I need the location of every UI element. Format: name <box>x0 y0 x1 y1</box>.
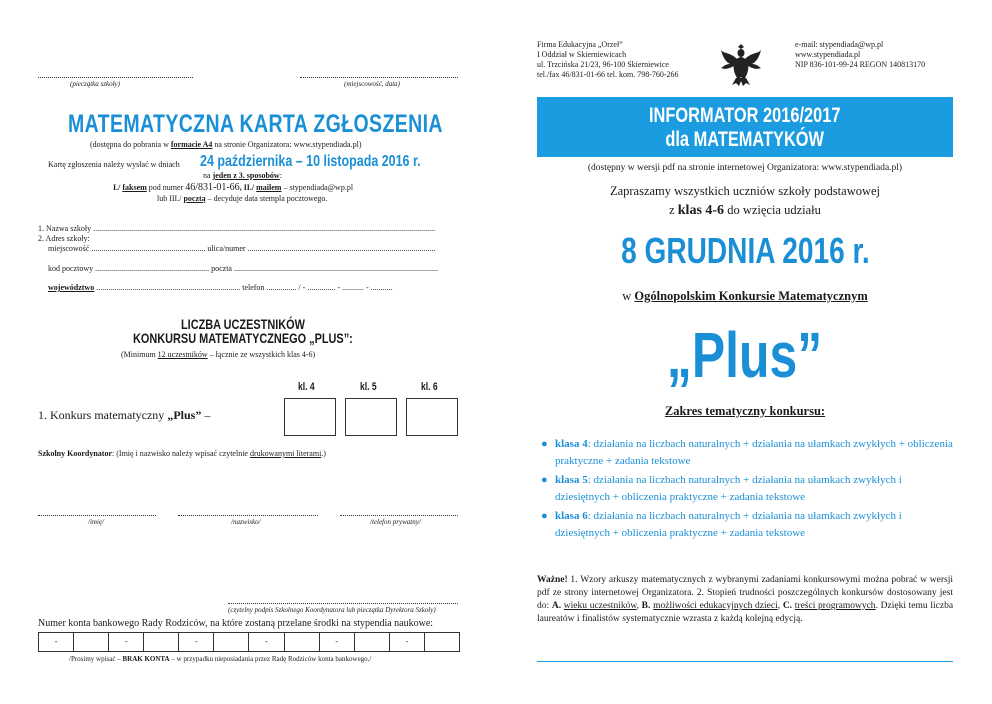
download-suffix: na stronie Organizatora: www.stypendiada.pl) <box>212 140 362 149</box>
post-text: – decyduje data stempla pocztowego. <box>205 194 328 203</box>
place-date-line <box>300 77 458 78</box>
grade-5-header: kl. 5 <box>360 381 377 393</box>
director-sig-label: (czytelny podpis Szkolnego Koordynatora lub pieczątka Dyrektora Szkoły) <box>228 606 436 614</box>
fax-mail-line <box>113 182 353 193</box>
participants-title-2: KONKURSU MATEMATYCZNEGO „PLUS”: <box>133 330 353 346</box>
contact-email[interactable]: e-mail: stypendiada@wp.pl <box>795 40 884 49</box>
contact-website[interactable]: www.stypendiada.pl <box>795 50 861 59</box>
download-prefix: (dostępna do pobrania w <box>90 140 171 149</box>
banner-line-1: INFORMATOR 2016/2017 <box>649 104 841 127</box>
account-cell[interactable] <box>144 633 179 651</box>
grade-6-count-box[interactable] <box>406 398 458 436</box>
informator-banner <box>537 97 953 157</box>
director-sig-line[interactable] <box>228 603 458 604</box>
account-cell[interactable]: - <box>109 633 144 651</box>
account-cell[interactable] <box>355 633 390 651</box>
note-a: A. <box>551 601 562 611</box>
fax-text: pod numer <box>146 183 186 192</box>
account-number-field[interactable] <box>38 632 460 652</box>
scope-text: : działania na liczbach naturalnych + działania na ułamkach zwykłych i dziesiętnych + obliczenia praktyczne + zadania tekstowe <box>555 474 902 503</box>
invite-2-prefix: z <box>669 203 678 217</box>
contest-line-prefix: 1. Konkurs matematyczny <box>38 408 168 422</box>
company-branch: I Oddział w Skierniewicach <box>537 50 627 59</box>
account-note-suffix: – w przypadku nieposiadania przez Radę Rodziców konta bankowego./ <box>169 655 372 663</box>
pdf-note: (dostępny w wersji pdf na stronie internetowej Organizatora: www.stypendiada.pl) <box>587 163 903 173</box>
coordinator-label: Szkolny Koordynator <box>38 449 113 458</box>
city-street-field[interactable]: miejscowość ......................................................... ulica/numer .............................................................................................. <box>48 244 436 253</box>
company-phone: tel./fax 46/831-01-66 tel. kom. 798-760-266 <box>537 70 679 79</box>
scope-title-wrap <box>537 404 953 419</box>
scope-grade: klasa 5 <box>555 474 588 486</box>
minimum-count: 12 uczestników <box>157 350 208 359</box>
contest-line-dash: – <box>201 408 211 422</box>
coordinator-link: drukowanymi literami <box>249 449 322 458</box>
note-c-text: treści programowych <box>794 601 876 611</box>
post-prefix: lub III./ <box>157 194 184 203</box>
account-note-prefix: /Prosimy wpisać – <box>69 655 123 663</box>
contact-tax-ids: NIP 836-101-99-24 REGON 140813170 <box>795 60 926 69</box>
eagle-icon <box>718 40 764 88</box>
account-cell[interactable]: - <box>390 633 425 651</box>
sig-surname-line[interactable] <box>178 515 318 516</box>
account-cell[interactable] <box>285 633 320 651</box>
account-label: Numer konta bankowego Rady Rodziców, na które zostaną przelane środki na stypendia naukowe: <box>38 618 434 629</box>
post-label: pocztą <box>183 194 206 203</box>
note-label: Ważne! <box>537 575 568 585</box>
one-of-three-prefix: na <box>203 171 213 180</box>
account-note-flag: BRAK KONTA <box>122 655 170 663</box>
mail-prefix: , II./ <box>239 183 257 192</box>
voivodeship-rest: ........................................................................ telefon ............... / - .............. - ........... - ........... <box>94 283 393 292</box>
account-cell[interactable] <box>214 633 249 651</box>
school-stamp-line <box>38 77 193 78</box>
contest-line <box>38 408 210 423</box>
grade-6-header: kl. 6 <box>421 381 438 393</box>
scope-grade: klasa 4 <box>555 438 588 450</box>
minimum-prefix: (Minimum <box>121 350 158 359</box>
download-note <box>90 140 362 149</box>
one-of-three-suffix: : <box>279 171 282 180</box>
note-a-text: wieku uczestników <box>563 601 637 611</box>
voivodeship-phone-field[interactable] <box>48 283 393 292</box>
coordinator-line <box>38 449 326 458</box>
bottom-rule <box>537 661 953 662</box>
account-cell[interactable] <box>425 633 459 651</box>
company-street: ul. Trzcińska 21/23, 96-100 Skierniewice <box>537 60 669 69</box>
fax-prefix: I./ <box>113 183 123 192</box>
invite-2-suffix: do wzięcia udziału <box>724 203 821 217</box>
download-link[interactable]: formacie A4 <box>170 140 213 149</box>
account-cell[interactable]: - <box>320 633 355 651</box>
form-title: MATEMATYCZNA KARTA ZGŁOSZENIA <box>68 110 443 138</box>
account-cell[interactable]: - <box>39 633 74 651</box>
mail-label: mailem <box>256 183 282 192</box>
scope-title: Zakres tematyczny konkursu: <box>664 404 826 418</box>
account-cell[interactable]: - <box>179 633 214 651</box>
note-text: 1. Wzory arkuszy matematycznych z wybranymi zadaniami konkursowymi można pobrać w wersji pdf ze strony internetowej Organizatora. 2. Stopień trudności poszczególnych konkursów dostosowany jest do: <box>537 575 953 611</box>
participants-title-1: LICZBA UCZESTNIKÓW <box>181 316 305 332</box>
send-dates: 24 października – 10 listopada 2016 r. <box>200 153 421 170</box>
one-of-three-note <box>203 171 282 180</box>
invite-line-1: Zapraszamy wszystkich uczniów szkoły podstawowej <box>609 184 881 198</box>
send-prefix: Kartę zgłoszenia należy wysłać w dniach <box>48 160 180 169</box>
scope-item <box>541 436 953 470</box>
place-date-label: (miejscowość, data) <box>344 80 400 88</box>
voivodeship-label: województwo <box>48 283 95 292</box>
fax-label: faksem <box>122 183 147 192</box>
school-stamp-label: (pieczątka szkoły) <box>70 80 120 88</box>
company-name: Firma Edukacyjna „Orzeł” <box>537 40 623 49</box>
account-note <box>69 655 371 663</box>
contact-info <box>795 40 925 70</box>
note-c: C. <box>782 601 793 611</box>
important-note: Ważne! 1. Wzory arkuszy matematycznych z wybranymi zadaniami konkursowymi można pobrać w wersji pdf ze strony internetowej Organizatora. 2. Stopień trudności poszczególnych konkursów dostosowany jest do: A. wieku uczestników, B. możliwości edukacyjnych dzieci, C. treści programowych. Dzięki temu liczba laureatów i finalistów systematycznie wzrasta z każdą kolejną edycją. <box>537 575 954 624</box>
bullet-icon: ● <box>541 510 548 522</box>
sig-name-label: /imię/ <box>88 518 104 526</box>
scope-text: : działania na liczbach naturalnych + działania na ułamkach zwykłych + obliczenia praktyczne + zadania tekstowe <box>555 438 953 467</box>
school-address-label: 2. Adres szkoły: <box>38 234 90 243</box>
coordinator-end: .) <box>321 449 326 458</box>
note-b: B. <box>641 601 651 611</box>
company-address <box>537 40 679 80</box>
one-of-three-label: jeden z 3. sposobów <box>212 171 280 180</box>
minimum-note <box>121 350 315 359</box>
sig-name-line[interactable] <box>38 515 156 516</box>
bullet-icon: ● <box>541 474 548 486</box>
mail-address[interactable]: – stypendiada@wp.pl <box>281 183 354 192</box>
plus-title: „Plus” <box>667 319 823 391</box>
contest-date-wrap <box>537 230 953 272</box>
contest-name: Ogólnopolskim Konkursie Matematycznym <box>634 289 868 303</box>
scope-item <box>541 508 953 542</box>
minimum-suffix: – łącznie ze wszystkich klas 4-6) <box>207 350 316 359</box>
scope-item <box>541 472 953 506</box>
contest-name-line <box>537 289 953 304</box>
contest-date: 8 GRUDNIA 2016 r. <box>620 230 870 271</box>
note-b-text: możliwości edukacyjnych dzieci <box>653 601 778 611</box>
coordinator-text: : (Imię i nazwisko należy wpisać czytelnie <box>112 449 250 458</box>
sig-phone-label: /telefon prywatny/ <box>370 518 421 526</box>
post-line <box>157 194 327 203</box>
grade-5-count-box[interactable] <box>345 398 397 436</box>
contest-line-name: „Plus” <box>167 408 202 422</box>
invite-line-2 <box>537 203 953 219</box>
invite-2-grades: klas 4-6 <box>677 203 725 218</box>
postal-field[interactable]: kod pocztowy ......................................................... poczta ...................................................................................................... <box>48 264 438 273</box>
grade-4-count-box[interactable] <box>284 398 336 436</box>
grade-4-header: kl. 4 <box>298 381 315 393</box>
note-end: . Dzięki temu liczba laureatów i finalistów systematycznie wzrasta z każdą kolejną edycją. <box>537 601 954 624</box>
banner-line-2: dla MATEMATYKÓW <box>665 128 825 151</box>
sig-surname-label: /nazwisko/ <box>231 518 261 526</box>
sig-phone-line[interactable] <box>340 515 458 516</box>
bullet-icon: ● <box>541 438 548 450</box>
fax-number: 46/831-01-66 <box>185 182 240 193</box>
plus-title-wrap <box>537 318 953 392</box>
account-cell[interactable] <box>74 633 109 651</box>
scope-text: : działania na liczbach naturalnych + działania na ułamkach zwykłych i dziesiętnych + obliczenia praktyczne + zadania tekstowe <box>555 510 902 539</box>
school-name-field[interactable]: 1. Nazwa szkoły ........................................................................................................................................................................... <box>38 224 436 233</box>
contest-name-prefix: w <box>622 289 635 303</box>
scope-grade: klasa 6 <box>555 510 588 522</box>
account-cell[interactable]: - <box>249 633 284 651</box>
